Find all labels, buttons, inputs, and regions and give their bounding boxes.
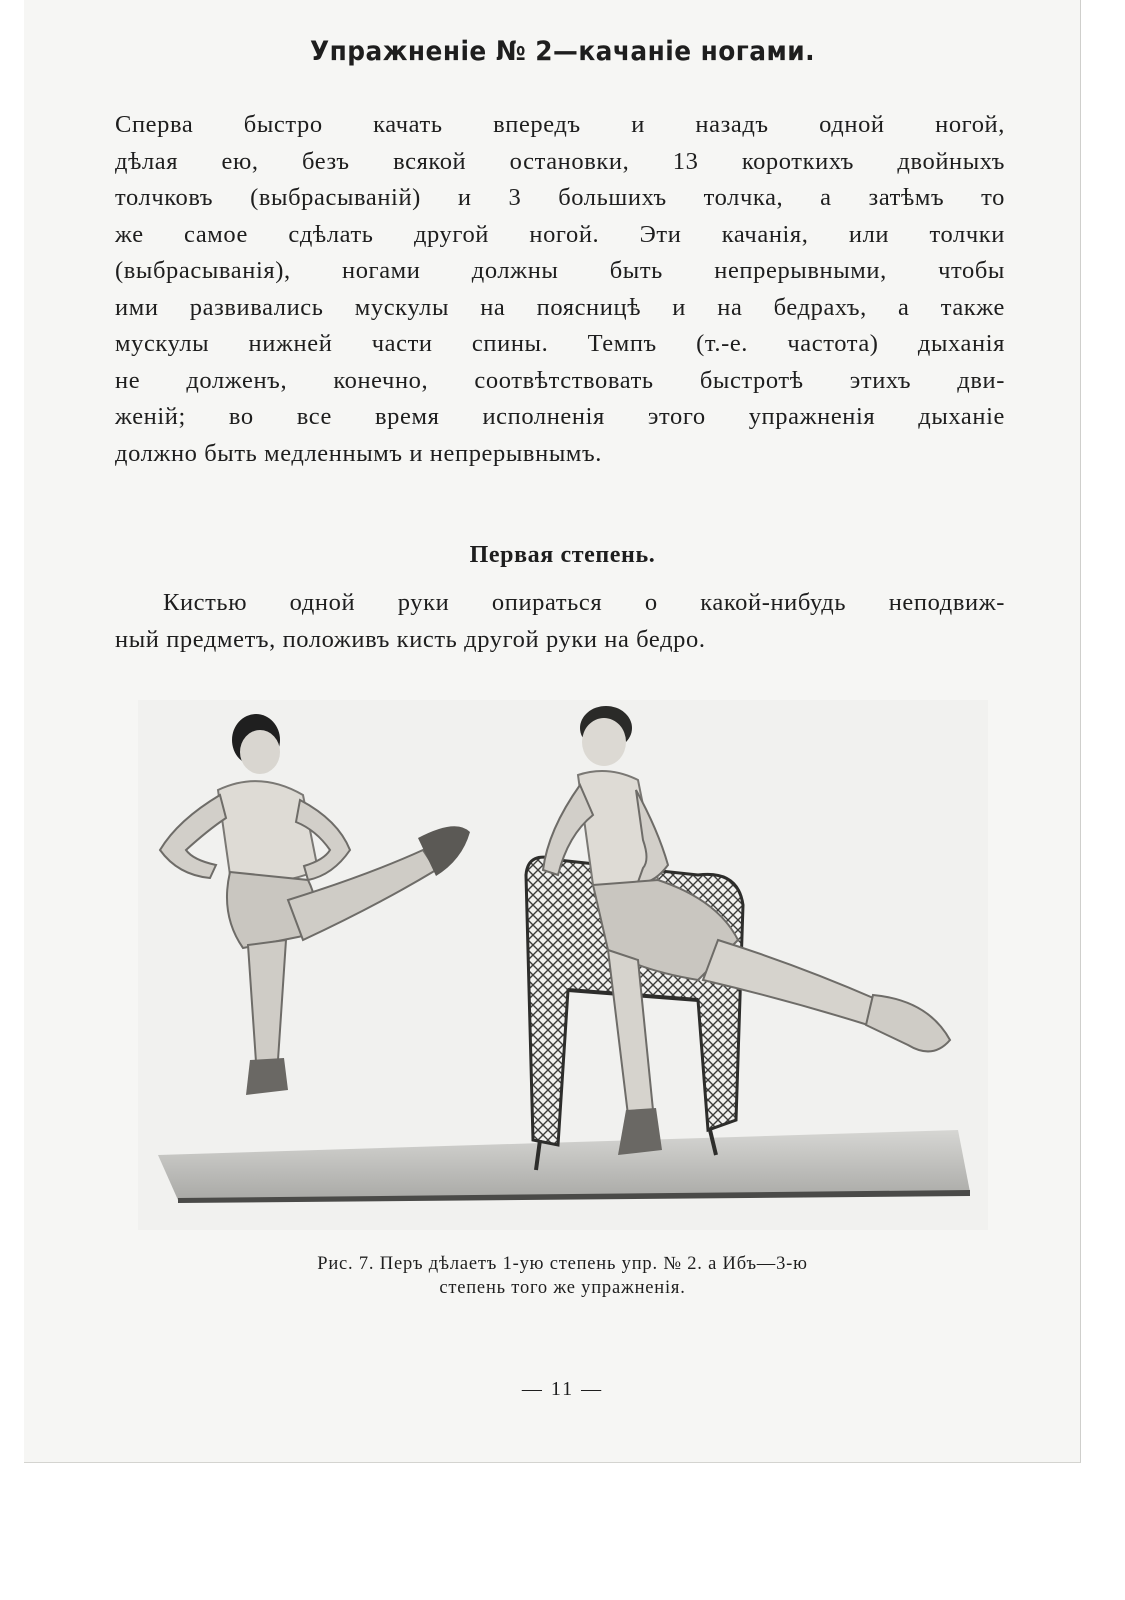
exercise-description — [115, 107, 1005, 472]
text-line: должно быть медленнымъ и непрерывнымъ. — [115, 439, 602, 467]
text-line: Сперва быстро качать впередъ и назадъ одной ногой, — [115, 111, 1005, 138]
figure-photo — [138, 700, 988, 1230]
text-line: мускулы нижней части спины. Темпъ (т.-е. частота) дыханія — [115, 330, 1005, 357]
caption-line: Рис. 7. Перъ дѣлаетъ 1-ую степень упр. № 2. а Ибъ—3-ю — [317, 1254, 808, 1274]
text-line: ный предметъ, положивъ кисть другой руки на бедро. — [115, 625, 706, 653]
text-line: не долженъ, конечно, соотвѣтствовать быстротѣ этихъ дви- — [115, 366, 1005, 394]
first-degree-description — [115, 585, 1005, 658]
page-number: — 11 — — [521, 1378, 604, 1400]
photo-illustration — [138, 700, 988, 1230]
text-line: Кистью одной руки опираться о какой-нибудь неподвиж- — [163, 589, 1005, 616]
text-line: же самое сдѣлать другой ногой. Эти качанія, или толчки — [115, 220, 1005, 248]
section-subtitle: Первая степень. — [469, 542, 656, 568]
text-line: женій; во все время исполненія этого упражненія дыханіе — [115, 403, 1005, 430]
text-line: дѣлая ею, безъ всякой остановки, 13 короткихъ двойныхъ — [115, 147, 1005, 175]
text-line: ими развивались мускулы на поясницѣ и на бедрахъ, а также — [115, 293, 1005, 321]
text-line: (выбрасыванія), ногами должны быть непрерывными, чтобы — [115, 257, 1005, 284]
figure-caption — [0, 1252, 1125, 1300]
text-line: толчковъ (выбрасываній) и 3 большихъ толчка, а затѣмъ то — [115, 184, 1005, 211]
caption-line: степень того же упражненія. — [439, 1278, 686, 1298]
exercise-title: Упражненіе № 2—качаніе ногами. — [310, 36, 815, 67]
